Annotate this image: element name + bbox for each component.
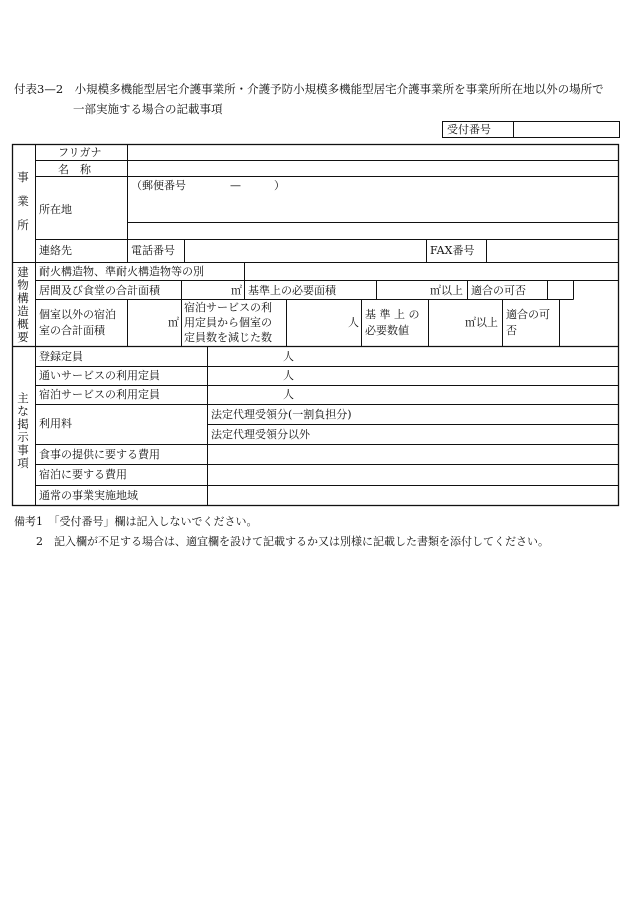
overnight-capacity-label-1: 宿泊サービスの利: [184, 301, 272, 314]
phone-label: 電話番号: [131, 244, 175, 257]
suitability-label-2: 否: [506, 324, 517, 337]
suitability-label: 適合の可否: [471, 284, 526, 297]
suitability-label-1: 適合の可: [506, 308, 550, 321]
required-area-label: 基準上の必要面積: [248, 284, 336, 297]
overnight-service-capacity-label: 宿泊サービスの利用定員: [39, 388, 160, 401]
registered-capacity-label: 登録定員: [39, 350, 83, 363]
building-section-label: 建 物 構 造 概 要: [17, 265, 29, 344]
form-title-line2: 一部実施する場合の記載事項: [73, 102, 223, 116]
day-service-capacity-label: 通いサービスの利用定員: [39, 369, 160, 382]
registered-capacity-unit: 人: [283, 350, 294, 363]
meal-cost-label: 食事の提供に要する費用: [39, 448, 160, 461]
required-area-unit: ㎡以上: [430, 284, 463, 297]
statutory-fee-label: 法定代理受領分(一割負担分): [211, 408, 352, 421]
private-room-label-2: 室の合計面積: [39, 324, 105, 337]
office-section-label-1: 事: [17, 170, 29, 184]
posting-section-label: 主 な 掲 示 事 項: [17, 391, 29, 470]
standard-required-unit: ㎡以上: [465, 316, 498, 329]
contact-label: 連絡先: [39, 244, 72, 257]
form-title-line1: 付表3—2 小規模多機能型居宅介護事業所・介護予防小規模多機能型居宅介護事業所を事業所所在地以外の場所で: [14, 82, 604, 96]
receipt-number-label: 受付番号: [443, 122, 514, 137]
overnight-capacity-label-2: 用定員から個室の: [184, 316, 272, 329]
furigana-label: フリガナ: [58, 146, 102, 159]
note-2: 2 記入欄が不足する場合は、適宜欄を設けて記載するか又は別様に記載した書類を添付してください。: [36, 535, 549, 548]
fee-label: 利用料: [39, 417, 72, 430]
day-service-capacity-unit: 人: [283, 369, 294, 382]
private-room-label-1: 個室以外の宿泊: [39, 308, 116, 321]
standard-required-label-1: 基 準 上 の: [365, 308, 420, 321]
address-label: 所在地: [39, 203, 72, 216]
overnight-capacity-unit: 人: [348, 316, 359, 329]
standard-required-label-2: 必要数値: [365, 324, 409, 337]
fireproof-label: 耐火構造物、準耐火構造物等の別: [39, 265, 204, 278]
name-label: 名 称: [58, 163, 91, 176]
office-section-label-2: 業: [17, 194, 29, 208]
living-area-unit: ㎡: [231, 284, 242, 297]
postal-code-label: （郵便番号 — ）: [131, 179, 285, 192]
lodging-cost-label: 宿泊に要する費用: [39, 468, 127, 481]
office-section-label-3: 所: [17, 218, 29, 232]
private-room-unit: ㎡: [168, 316, 179, 329]
non-statutory-fee-label: 法定代理受領分以外: [211, 428, 310, 441]
overnight-service-capacity-unit: 人: [283, 388, 294, 401]
service-area-label: 通常の事業実施地域: [39, 489, 138, 502]
note-1: 備考1 「受付番号」欄は記入しないでください。: [14, 515, 258, 528]
living-area-label: 居間及び食堂の合計面積: [39, 284, 160, 297]
fax-label: FAX番号: [430, 244, 475, 257]
overnight-capacity-label-3: 定員数を減じた数: [184, 331, 272, 344]
